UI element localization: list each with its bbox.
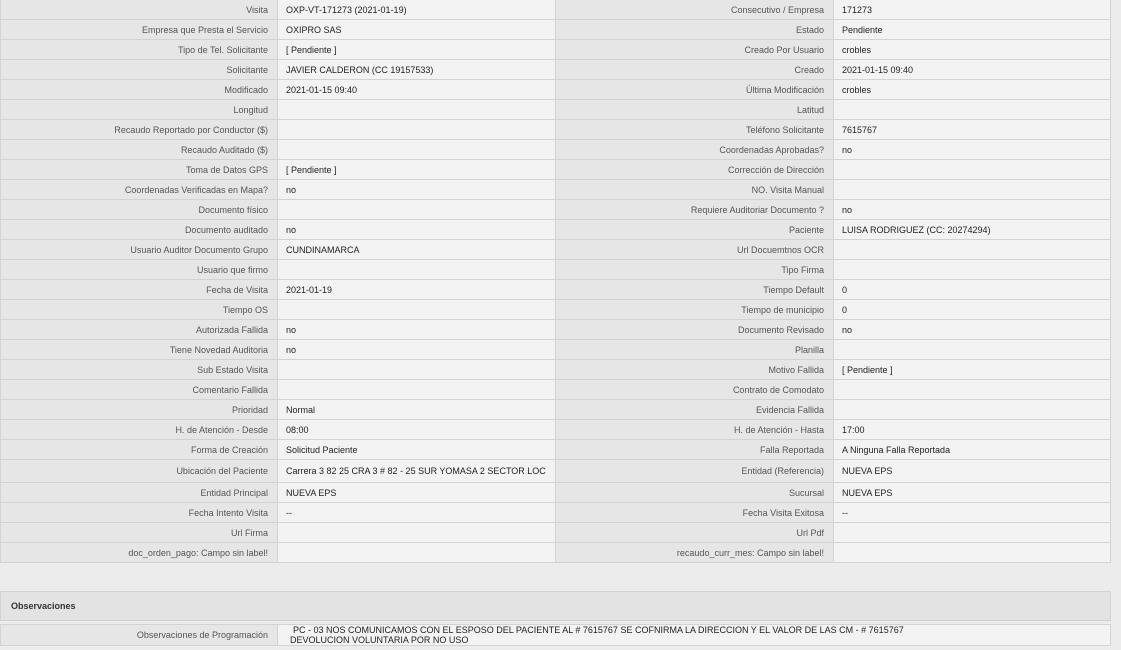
field-label: Tipo de Tel. Solicitante [0, 40, 278, 60]
field-value [278, 200, 556, 220]
field-label: Evidencia Fallida [556, 400, 834, 420]
field-value [278, 360, 556, 380]
field-label: Coordenadas Verificadas en Mapa? [0, 180, 278, 200]
observaciones-line-1: PC - 03 NOS COMUNICAMOS CON EL ESPOSO DEL PACIENTE AL # 7615767 SE COFNIRMA LA DIRECCION Y EL VALOR DE LAS CM - # 7615767 [293, 625, 904, 635]
field-value: 2021-01-15 09:40 [834, 60, 1111, 80]
field-value: no [834, 200, 1111, 220]
field-value: A Ninguna Falla Reportada [834, 440, 1111, 460]
field-label: Documento auditado [0, 220, 278, 240]
field-label: Url Docuemtnos OCR [556, 240, 834, 260]
field-value: 7615767 [834, 120, 1111, 140]
field-label: Creado [556, 60, 834, 80]
field-label: Sub Estado Visita [0, 360, 278, 380]
field-value: no [278, 340, 556, 360]
field-label: NO. Visita Manual [556, 180, 834, 200]
field-label: Usuario que firmo [0, 260, 278, 280]
field-value: 0 [834, 280, 1111, 300]
field-label: Latitud [556, 100, 834, 120]
field-value: CUNDINAMARCA [278, 240, 556, 260]
field-label: Usuario Auditor Documento Grupo [0, 240, 278, 260]
field-label: Contrato de Comodato [556, 380, 834, 400]
field-value: OXIPRO SAS [278, 20, 556, 40]
field-value: crobles [834, 80, 1111, 100]
field-value [278, 523, 556, 543]
field-label: Fecha de Visita [0, 280, 278, 300]
field-label: Entidad Principal [0, 483, 278, 503]
field-value: no [834, 140, 1111, 160]
field-label: Sucursal [556, 483, 834, 503]
field-value: -- [278, 503, 556, 523]
field-label: Visita [0, 0, 278, 20]
field-value: no [278, 180, 556, 200]
field-label: doc_orden_pago: Campo sin label! [0, 543, 278, 563]
field-value: no [834, 320, 1111, 340]
field-label: Tipo Firma [556, 260, 834, 280]
field-label: Longitud [0, 100, 278, 120]
field-value [278, 100, 556, 120]
field-label: Solicitante [0, 60, 278, 80]
field-value: [ Pendiente ] [834, 360, 1111, 380]
field-value: [ Pendiente ] [278, 40, 556, 60]
field-label: Prioridad [0, 400, 278, 420]
field-label: Ubicación del Paciente [0, 460, 278, 483]
field-value: Solicitud Paciente [278, 440, 556, 460]
field-value [834, 400, 1111, 420]
field-label: Tiene Novedad Auditoria [0, 340, 278, 360]
field-value [834, 523, 1111, 543]
field-value: Pendiente [834, 20, 1111, 40]
field-value [278, 140, 556, 160]
field-value: NUEVA EPS [834, 483, 1111, 503]
field-label: Fecha Intento Visita [0, 503, 278, 523]
field-value: no [278, 320, 556, 340]
field-label: Toma de Datos GPS [0, 160, 278, 180]
field-value [834, 160, 1111, 180]
field-value [834, 180, 1111, 200]
field-label: Documento físico [0, 200, 278, 220]
field-value [278, 120, 556, 140]
field-label: Estado [556, 20, 834, 40]
field-label: Tiempo OS [0, 300, 278, 320]
field-label: Documento Revisado [556, 320, 834, 340]
field-label: Tiempo Default [556, 280, 834, 300]
field-value: 2021-01-19 [278, 280, 556, 300]
field-label: Paciente [556, 220, 834, 240]
field-value: 08:00 [278, 420, 556, 440]
field-value: 2021-01-15 09:40 [278, 80, 556, 100]
field-value: no [278, 220, 556, 240]
field-value [278, 260, 556, 280]
field-value: LUISA RODRIGUEZ (CC: 20274294) [834, 220, 1111, 240]
field-value: 0 [834, 300, 1111, 320]
field-value: NUEVA EPS [834, 460, 1111, 483]
observaciones-line-2: DEVOLUCION VOLUNTARIA POR NO USO [290, 635, 469, 645]
field-label: Autorizada Fallida [0, 320, 278, 340]
field-value: Carrera 3 82 25 CRA 3 # 82 - 25 SUR YOMASA 2 SECTOR LOC [278, 460, 556, 483]
field-value [278, 543, 556, 563]
field-value: NUEVA EPS [278, 483, 556, 503]
field-value [278, 380, 556, 400]
field-label: Planilla [556, 340, 834, 360]
field-label: H. de Atención - Hasta [556, 420, 834, 440]
field-value: 17:00 [834, 420, 1111, 440]
field-label: Falla Reportada [556, 440, 834, 460]
field-label: Entidad (Referencia) [556, 460, 834, 483]
section-title: Observaciones [11, 601, 76, 611]
field-label: Recaudo Auditado ($) [0, 140, 278, 160]
field-label: H. de Atención - Desde [0, 420, 278, 440]
field-label: Recaudo Reportado por Conductor ($) [0, 120, 278, 140]
field-label: Creado Por Usuario [556, 40, 834, 60]
field-label: recaudo_curr_mes: Campo sin label! [556, 543, 834, 563]
observaciones-label: Observaciones de Programación [0, 624, 278, 646]
field-value [834, 240, 1111, 260]
field-value: -- [834, 503, 1111, 523]
observaciones-table [0, 624, 1111, 646]
field-label: Comentario Fallida [0, 380, 278, 400]
field-label: Tiempo de municipio [556, 300, 834, 320]
field-value: OXP-VT-171273 (2021-01-19) [278, 0, 556, 20]
observaciones-value [278, 624, 1111, 646]
field-value [834, 340, 1111, 360]
field-label: Última Modificación [556, 80, 834, 100]
field-label: Corrección de Dirección [556, 160, 834, 180]
field-label: Modificado [0, 80, 278, 100]
field-label: Url Firma [0, 523, 278, 543]
field-label: Forma de Creación [0, 440, 278, 460]
field-label: Teléfono Solicitante [556, 120, 834, 140]
field-value [834, 100, 1111, 120]
field-value: crobles [834, 40, 1111, 60]
observaciones-section-header [0, 591, 1111, 621]
field-label: Motivo Fallida [556, 360, 834, 380]
field-label: Url Pdf [556, 523, 834, 543]
field-value: JAVIER CALDERON (CC 19157533) [278, 60, 556, 80]
field-value [834, 543, 1111, 563]
field-label: Requiere Auditoriar Documento ? [556, 200, 834, 220]
field-value [834, 260, 1111, 280]
field-label: Fecha Visita Exitosa [556, 503, 834, 523]
field-value [278, 300, 556, 320]
field-value: 171273 [834, 0, 1111, 20]
field-value [834, 380, 1111, 400]
field-label: Coordenadas Aprobadas? [556, 140, 834, 160]
field-label: Empresa que Presta el Servicio [0, 20, 278, 40]
field-label: Consecutivo / Empresa [556, 0, 834, 20]
field-value: [ Pendiente ] [278, 160, 556, 180]
field-value: Normal [278, 400, 556, 420]
